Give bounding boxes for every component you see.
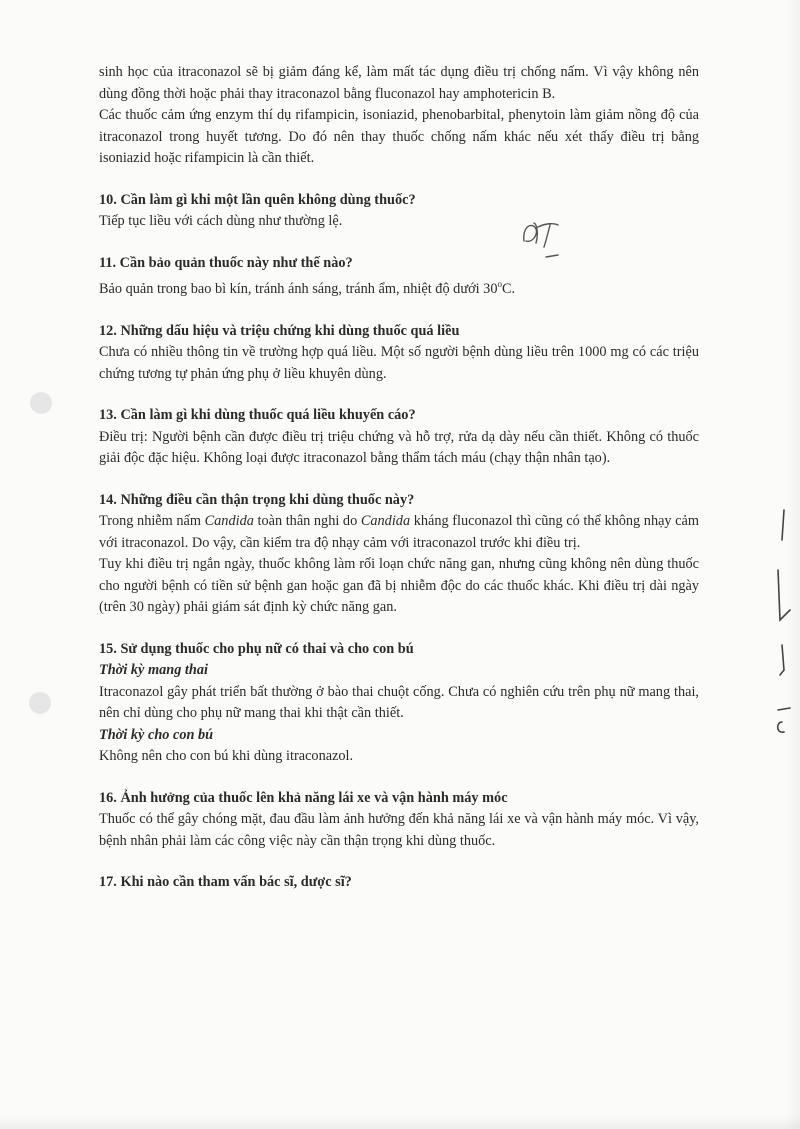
intro-paragraph-1: sinh học của itraconazol sẽ bị giảm đáng kể, làm mất tác dụng điều trị chống nấm. Vì vậy không nên dùng đồng thời hoặc phải thay itraconazol bằng fluconazol hay amphotericin B. — [99, 64, 699, 102]
section-12 — [99, 321, 699, 386]
section-12-body: Chưa có nhiều thông tin về trường hợp quá liều. Một số người bệnh dùng liều trên 1000 mg có các triệu chứng tương tự phản ứng phụ ở liều khuyên dùng. — [99, 344, 699, 382]
section-11-heading: 11. Cần bảo quản thuốc này như thế nào? — [99, 254, 353, 271]
section-14-paragraph-1 — [99, 511, 699, 554]
section-16-heading: 16. Ảnh hưởng của thuốc lên khả năng lái xe và vận hành máy móc — [99, 789, 508, 806]
intro-section — [99, 62, 699, 170]
section-13-heading: 13. Cần làm gì khi dùng thuốc quá liều khuyến cáo? — [99, 407, 416, 423]
breastfeeding-subheading: Thời kỳ cho con bú — [99, 726, 214, 743]
storage-text: Bảo quản trong bao bì kín, tránh ánh sáng, tránh ẩm, nhiệt độ dưới 30 — [99, 281, 498, 297]
section-11-body — [99, 274, 699, 301]
text-run: toàn thân nghi do — [253, 513, 361, 529]
section-16-body: Thuốc có thể gây chóng mặt, đau đầu làm ảnh hưởng đến khả năng lái xe và vận hành máy móc. Vì vậy, bệnh nhân phải làm các công việc này cần thận trọng khi dùng thuốc. — [99, 811, 699, 849]
section-14 — [99, 490, 699, 619]
text-run: Trong nhiễm nấm — [99, 513, 205, 529]
document-page — [99, 62, 699, 894]
section-17 — [99, 872, 699, 894]
section-13 — [99, 405, 699, 470]
section-14-paragraph-2: Tuy khi điều trị ngắn ngày, thuốc không làm rối loạn chức năng gan, nhưng cũng không nên dùng thuốc cho người bệnh có tiền sử bệnh gan hoặc gan đã bị nhiễm độc do các thuốc khác. Khi điều trị dài ngày (trên 30 ngày) phải giám sát định kỳ chức năng gan. — [99, 556, 699, 615]
section-10-body: Tiếp tục liều với cách dùng như thường lệ. — [99, 213, 343, 229]
section-16 — [99, 788, 699, 853]
section-14-heading: 14. Những điều cần thận trọng khi dùng thuốc này? — [99, 491, 415, 508]
degree-symbol: o — [497, 279, 502, 289]
scan-blot — [29, 692, 51, 714]
section-13-body: Điều trị: Người bệnh cần được điều trị triệu chứng và hỗ trợ, rửa dạ dày nếu cần thiết. Không có thuốc giải độc đặc hiệu. Không loại được itraconazol bằng thẩm tách máu (chạy thận nhân tạo). — [99, 428, 699, 466]
section-10-heading: 10. Cần làm gì khi một lần quên không dùng thuốc? — [99, 191, 416, 208]
intro-paragraph-2: Các thuốc cảm ứng enzym thí dụ rifampicin, isoniazid, phenobarbital, phenytoin làm giảm nồng độ của itraconazol trong huyết tương. Do đó nên thay thuốc chống nấm khác nếu xét thấy điều trị bằng isoniazid hoặc rifampicin là cần thiết. — [99, 107, 699, 166]
scan-margin-marks — [760, 470, 800, 770]
section-11 — [99, 253, 699, 301]
pregnancy-body: Itraconazol gây phát triển bất thường ở bào thai chuột cống. Chưa có nghiên cứu trên phụ nữ mang thai, nên chỉ dùng cho phụ nữ mang thai khi thật cần thiết. — [99, 683, 699, 721]
section-12-heading: 12. Những dấu hiệu và triệu chứng khi dùng thuốc quá liều — [99, 322, 460, 339]
section-15-heading: 15. Sử dụng thuốc cho phụ nữ có thai và cho con bú — [99, 640, 414, 657]
section-17-heading: 17. Khi nào cần tham vấn bác sĩ, dược sĩ? — [99, 874, 352, 890]
breastfeeding-body: Không nên cho con bú khi dùng itraconazol. — [99, 748, 354, 764]
pregnancy-subheading: Thời kỳ mang thai — [99, 662, 208, 678]
candida-italic: Candida — [360, 513, 411, 529]
scan-blot — [30, 392, 52, 414]
section-10 — [99, 190, 699, 233]
scan-bottom-shadow — [0, 1115, 800, 1129]
text-run: kháng fluconazol thì cũng có thể không nhạy cảm với itraconazol. Do vậy, cần kiểm tra độ nhạy cảm với itraconazol trước khi điều trị. — [99, 513, 699, 551]
candida-italic: Candida — [204, 513, 254, 529]
section-15 — [99, 639, 699, 768]
storage-unit: C. — [501, 281, 516, 297]
